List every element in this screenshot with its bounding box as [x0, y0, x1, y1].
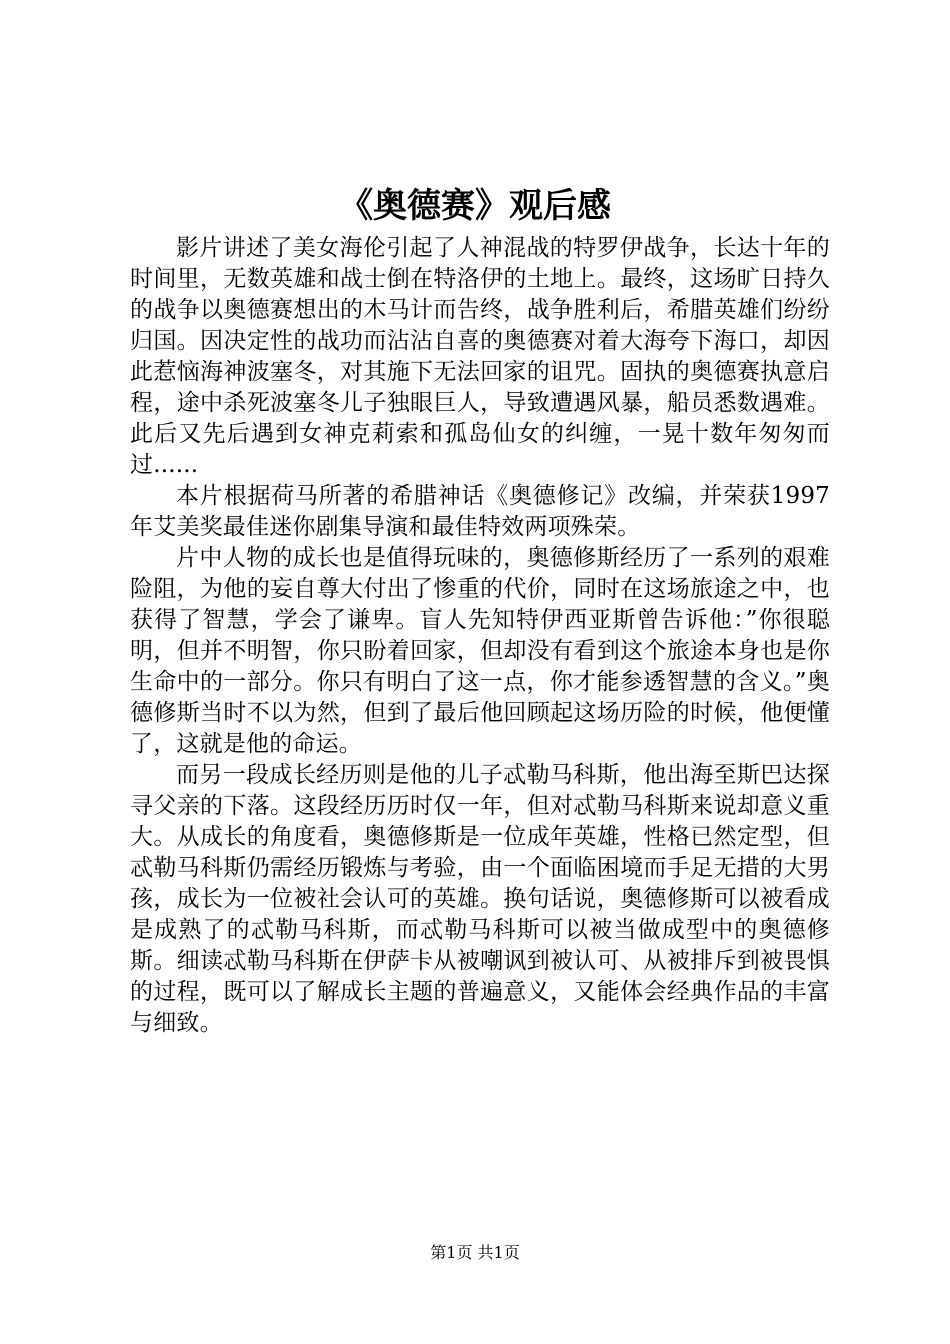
paragraph-2: 本片根据荷马所著的希腊神话《奥德修记》改编，并荣获1997年艾美奖最佳迷你剧集导演和最佳特效两项殊荣。: [130, 483, 830, 540]
document-body: [130, 233, 830, 1039]
paragraph-3: 片中人物的成长也是值得玩味的，奥德修斯经历了一系列的艰难险阻，为他的妄自尊大付出了惨重的代价，同时在这场旅途之中，也获得了智慧，学会了谦卑。盲人先知特伊西亚斯曾告诉他：”你很聪明，但并不明智，你只盼着回家，但却没有看到这个旅途本身也是你生命中的一部分。你只有明白了这一点，你才能参透智慧的含义。”奥德修斯当时不以为然，但到了最后他回顾起这场历险的时候，他便懂了，这就是他的命运。: [130, 545, 830, 757]
document-title: 《奥德赛》观后感: [339, 186, 611, 226]
paragraph-4: 而另一段成长经历则是他的儿子忒勒马科斯，他出海至斯巴达探寻父亲的下落。这段经历历时仅一年，但对忒勒马科斯来说却意义重大。从成长的角度看，奥德修斯是一位成年英雄，性格已然定型，但忒勒马科斯仍需经历锻炼与考验，由一个面临困境而手足无措的大男孩，成长为一位被社会认可的英雄。换句话说，奥德修斯可以被看成是成熟了的忒勒马科斯，而忒勒马科斯可以被当做成型中的奥德修斯。细读忒勒马科斯在伊萨卡从被嘲讽到被认可、从被排斥到被畏惧的过程，既可以了解成长主题的普遍意义，又能体会经典作品的丰富与细致。: [130, 762, 830, 1036]
page-footer: 第1页 共1页: [430, 1243, 520, 1262]
paragraph-1: 影片讲述了美女海伦引起了人神混战的特罗伊战争，长达十年的时间里，无数英雄和战士倒在特洛伊的土地上。最终，这场旷日持久的战争以奥德赛想出的木马计而告终，战争胜利后，希腊英雄们纷纷归国。因决定性的战功而沾沾自喜的奥德赛对着大海夸下海口，却因此惹恼海神波塞冬，对其施下无法回家的诅咒。固执的奥德赛执意启程，途中杀死波塞冬儿子独眼巨人，导致遭遇风暴，船员悉数遇难。此后又先后遇到女神克莉索和孤岛仙女的纠缠，一晃十数年匆匆而过......: [130, 235, 830, 478]
